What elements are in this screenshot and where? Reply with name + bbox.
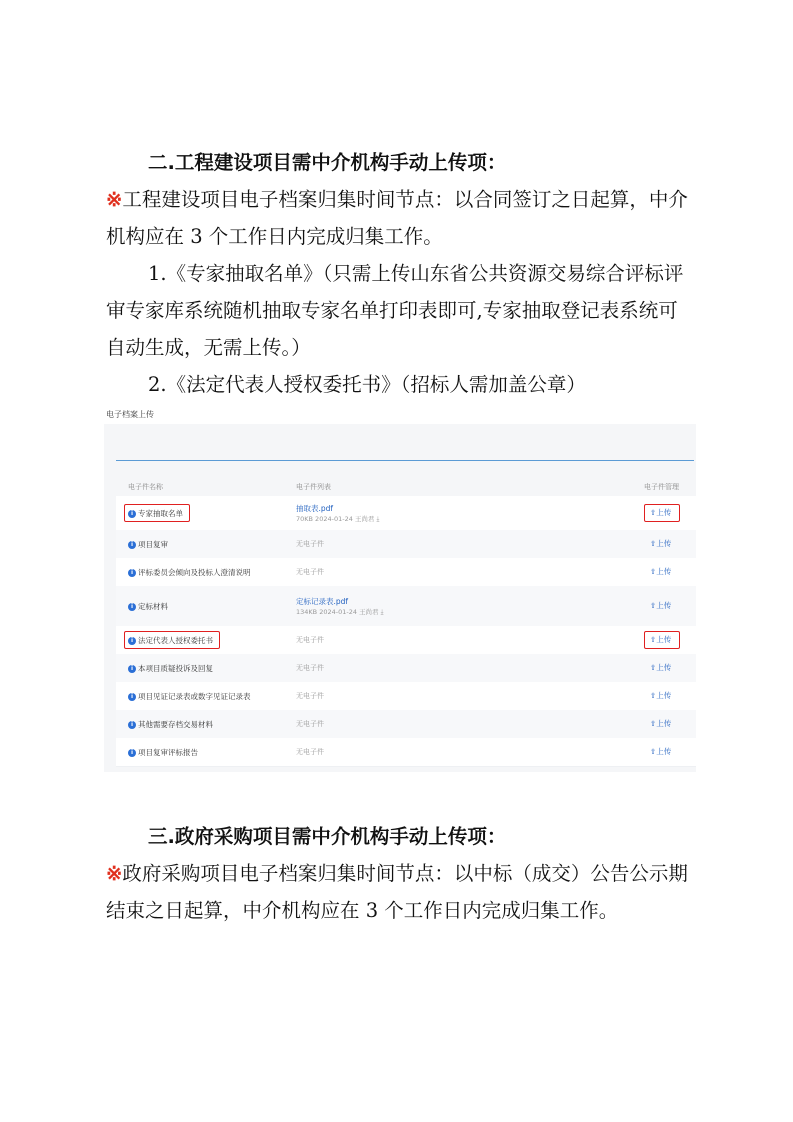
header-files: 电子件列表 <box>296 483 331 491</box>
row-files <box>296 747 324 757</box>
upload-label: 上传 <box>656 567 672 576</box>
info-icon: i <box>128 569 136 577</box>
table-row <box>116 738 696 767</box>
upload-label: 上传 <box>656 508 672 517</box>
row-name-text: 法定代表人授权委托书 <box>138 636 213 645</box>
row-name <box>128 747 198 758</box>
row-files <box>296 691 324 701</box>
row-name <box>128 719 213 730</box>
no-file-text: 无电子件 <box>296 664 324 672</box>
section3-note <box>106 855 694 929</box>
upload-icon: ⇧ <box>650 663 657 672</box>
info-icon: i <box>128 603 136 611</box>
info-icon: i <box>128 749 136 757</box>
info-icon: i <box>128 541 136 549</box>
panel-body <box>104 424 696 772</box>
file-meta-text: 134KB 2024-01-24 王尚君 <box>296 608 379 616</box>
row-name-text: 项目复审评标报告 <box>138 748 198 757</box>
no-file-text: 无电子件 <box>296 540 324 548</box>
highlight-box <box>644 504 680 522</box>
info-icon: i <box>128 665 136 673</box>
highlight-box <box>124 504 190 522</box>
upload-icon: ⇧ <box>650 747 657 756</box>
file-link[interactable]: 抽取表.pdf <box>296 504 334 513</box>
archive-upload-screenshot <box>104 406 696 778</box>
upload-button[interactable] <box>650 566 671 577</box>
row-name <box>128 539 168 550</box>
upload-label: 上传 <box>656 601 672 610</box>
file-link[interactable]: 定标记录表.pdf <box>296 597 349 606</box>
row-files <box>296 596 384 617</box>
row-name <box>128 663 213 674</box>
upload-icon: ⇧ <box>650 539 657 548</box>
info-icon: i <box>128 637 136 645</box>
section2-note-text: 工程建设项目电子档案归集时间节点：以合同签订之日起算，中介机构应在 3 个工作日内完成归集工作。 <box>106 188 688 248</box>
file-meta <box>296 514 379 524</box>
section3-note-text: 政府采购项目电子档案归集时间节点：以中标（成交）公告公示期结束之日起算，中介机构应在 3 个工作日内完成归集工作。 <box>106 862 688 922</box>
upload-button[interactable] <box>650 718 671 729</box>
upload-button[interactable] <box>650 690 671 701</box>
file-meta-text: 70KB 2024-01-24 王尚君 <box>296 515 375 523</box>
file-meta <box>296 607 384 617</box>
upload-button[interactable] <box>650 662 671 673</box>
upload-label: 上传 <box>656 691 672 700</box>
row-name-text: 定标材料 <box>138 602 168 611</box>
table-row <box>116 710 696 739</box>
upload-button[interactable] <box>650 746 671 757</box>
highlight-box <box>124 631 220 649</box>
row-files <box>296 567 324 577</box>
row-name <box>128 691 251 702</box>
upload-icon: ⇧ <box>650 601 657 610</box>
info-icon: i <box>128 693 136 701</box>
upload-icon: ⇧ <box>650 635 657 644</box>
upload-icon: ⇧ <box>650 567 657 576</box>
info-icon: i <box>128 721 136 729</box>
no-file-text: 无电子件 <box>296 720 324 728</box>
row-name-text: 本项目质疑投诉及回复 <box>138 664 213 673</box>
upload-label: 上传 <box>656 719 672 728</box>
table-row <box>116 496 696 531</box>
table-row <box>116 558 696 587</box>
upload-label: 上传 <box>656 635 672 644</box>
no-file-text: 无电子件 <box>296 692 324 700</box>
section3-heading: 三.政府采购项目需中介机构手动上传项： <box>148 825 507 848</box>
table-row <box>116 586 696 627</box>
upload-button[interactable] <box>650 600 671 611</box>
download-icon[interactable]: ⤓ <box>374 515 380 523</box>
no-file-text: 无电子件 <box>296 748 324 756</box>
panel-title: 电子档案上传 <box>106 410 154 419</box>
panel-divider <box>116 460 694 461</box>
row-files <box>296 719 324 729</box>
reference-mark: ※ <box>106 188 123 211</box>
no-file-text: 无电子件 <box>296 568 324 576</box>
upload-label: 上传 <box>656 539 672 548</box>
upload-icon: ⇧ <box>650 691 657 700</box>
section2-item1: 1.《专家抽取名单》（只需上传山东省公共资源交易综合评标评审专家库系统随机抽取专家名单打印表即可,专家抽取登记表系统可自动生成，无需上传。） <box>106 262 684 359</box>
row-name <box>128 567 251 578</box>
info-icon: i <box>128 510 136 518</box>
row-name-text: 其他需要存档交易材料 <box>138 720 213 729</box>
table-row <box>116 682 696 711</box>
section2-heading: 二.工程建设项目需中介机构手动上传项： <box>148 151 507 174</box>
table-row <box>116 530 696 559</box>
upload-label: 上传 <box>656 663 672 672</box>
row-files <box>296 539 324 549</box>
upload-icon: ⇧ <box>650 508 657 517</box>
upload-label: 上传 <box>656 747 672 756</box>
no-file-text: 无电子件 <box>296 636 324 644</box>
row-name-text: 项目复审 <box>138 540 168 549</box>
highlight-box <box>644 631 680 649</box>
row-name <box>128 601 168 612</box>
row-files <box>296 635 324 645</box>
row-files <box>296 663 324 673</box>
upload-button[interactable] <box>650 538 671 549</box>
header-manage: 电子件管理 <box>644 483 679 491</box>
section2-item2: 2.《法定代表人授权委托书》（招标人需加盖公章） <box>148 373 586 396</box>
download-icon[interactable]: ⤓ <box>378 608 384 616</box>
reference-mark: ※ <box>106 862 123 885</box>
row-name-text: 评标委员会倾向及投标人澄清说明 <box>138 568 251 577</box>
table-row <box>116 654 696 683</box>
row-name-text: 项目见证记录表或数字见证记录表 <box>138 692 251 701</box>
header-name: 电子件名称 <box>128 483 163 491</box>
row-name-text: 专家抽取名单 <box>138 509 183 518</box>
section2-note <box>106 181 694 255</box>
upload-icon: ⇧ <box>650 719 657 728</box>
table-row <box>116 626 696 655</box>
row-files <box>296 503 379 524</box>
